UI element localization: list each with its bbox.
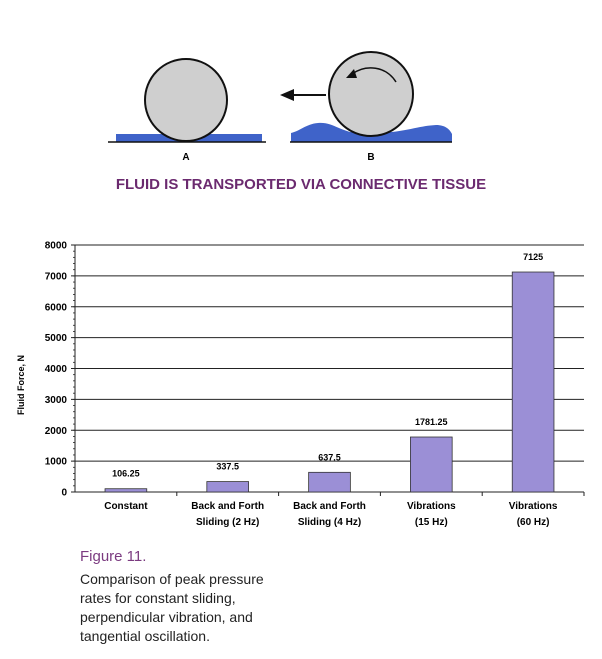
bar (207, 482, 249, 492)
caption-line: tangential oscillation. (80, 628, 210, 644)
label-layer (45, 241, 558, 529)
data-label: 7125 (523, 252, 544, 263)
caption-line: perpendicular vibration, and (80, 609, 253, 625)
y-tick-label: 2000 (44, 425, 67, 437)
x-category-label: Sliding (4 Hz) (297, 517, 362, 528)
y-tick-label: 5000 (44, 333, 67, 345)
grid-layer (75, 245, 584, 461)
x-category-label: Sliding (2 Hz) (196, 517, 260, 528)
figure-caption (80, 570, 310, 646)
bar (410, 437, 452, 492)
label-b: B (367, 152, 375, 163)
x-category-label: Vibrations (406, 501, 456, 512)
label-a: A (182, 152, 190, 163)
bar-chart (0, 230, 602, 530)
bar (105, 489, 147, 492)
y-tick-label: 3000 (44, 394, 67, 406)
figure-title: Figure 11. (80, 548, 147, 565)
bar (512, 272, 554, 492)
x-category-label: Constant (104, 501, 148, 512)
ball-b-icon (329, 52, 413, 136)
y-tick-label: 7000 (44, 271, 67, 283)
caption-line: rates for constant sliding, (80, 590, 236, 606)
left-arrow-icon (280, 89, 294, 101)
ball-a-icon (145, 59, 227, 141)
y-axis-label: Fluid Force, N (16, 355, 26, 416)
diagram-headline: FLUID IS TRANSPORTED VIA CONNECTIVE TISSUE (115, 176, 487, 193)
data-label: 637.5 (318, 452, 341, 463)
data-label: 337.5 (216, 461, 239, 472)
data-label: 106.25 (112, 468, 140, 479)
x-category-label: (60 Hz) (516, 517, 550, 528)
x-category-label: Back and Forth (191, 501, 265, 512)
y-tick-label: 1000 (44, 456, 67, 468)
x-category-label: Back and Forth (293, 501, 366, 512)
y-tick-label: 4000 (44, 364, 67, 375)
x-category-label: (15 Hz) (414, 517, 448, 528)
fluid-transport-diagram (0, 0, 602, 170)
bar (309, 472, 351, 492)
y-tick-label: 6000 (44, 302, 67, 314)
data-label: 1781.25 (415, 417, 448, 428)
x-category-label: Vibrations (508, 501, 558, 512)
y-tick-label: 8000 (44, 240, 67, 252)
y-tick-label: 0 (61, 487, 67, 499)
caption-line: Comparison of peak pressure (80, 571, 264, 587)
